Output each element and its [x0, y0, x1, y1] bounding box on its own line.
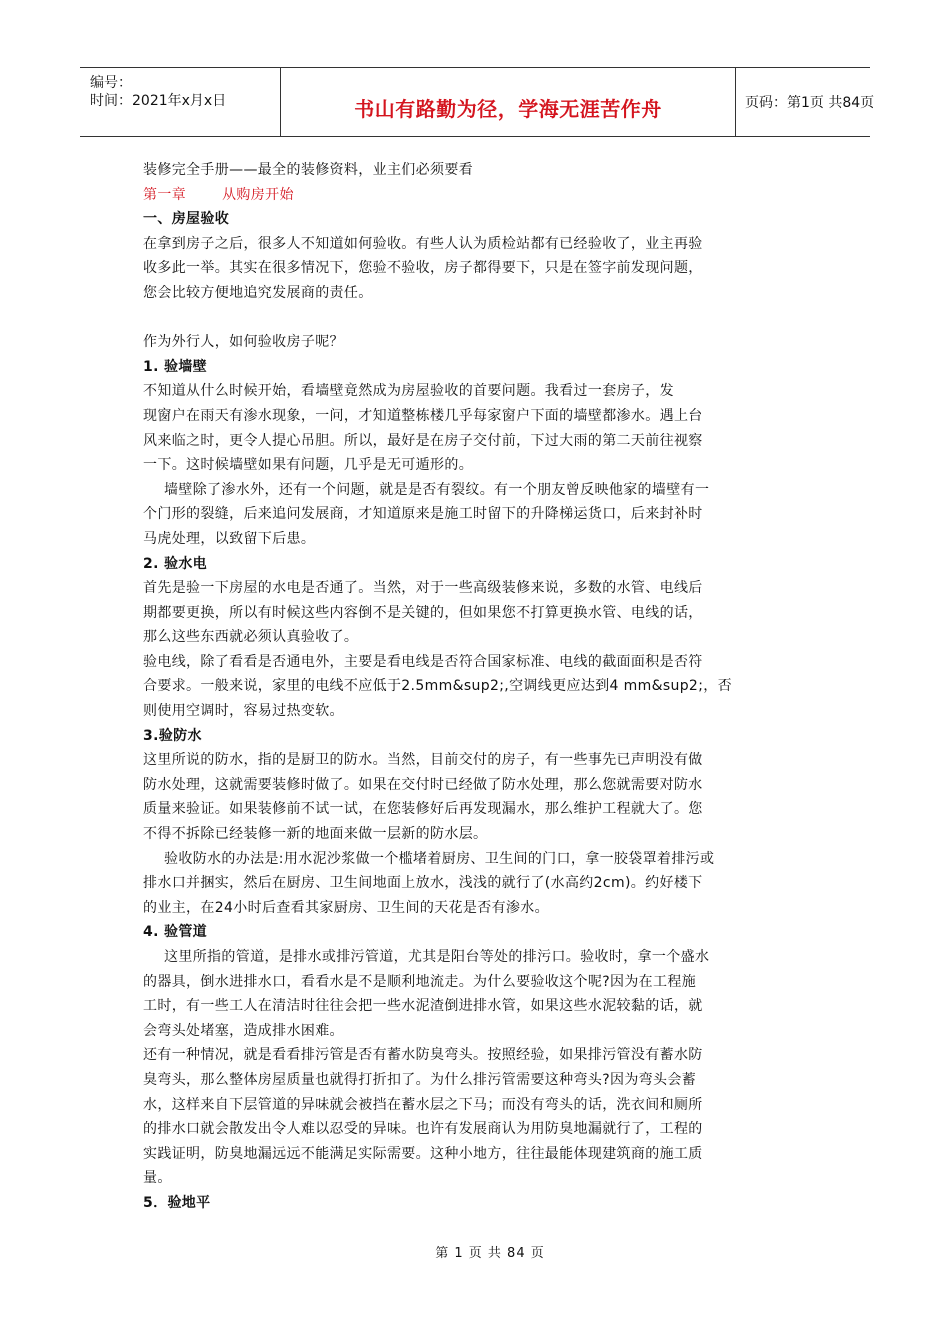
paragraph-line: 量。 [143, 1170, 172, 1187]
motto-text: 书山有路勤为径，学海无涯苦作舟 [354, 97, 662, 121]
paragraph-line: 这里所指的管道，是排水或排污管道，尤其是阳台等处的排污口。验收时，拿一个盛水 [164, 949, 710, 965]
paragraph-line: 您会比较方便地追究发展商的责任。 [143, 284, 373, 301]
paragraph-line: 那么这些东西就必须认真验收了。 [143, 629, 359, 646]
paragraph-line: 的业主，在24小时后查看其家厨房、卫生间的天花是否有渗水。 [143, 899, 549, 916]
paragraph-line: 会弯头处堵塞，造成排水困难。 [143, 1022, 344, 1039]
paragraph-line: 还有一种情况，就是看看排污管是否有蓄水防臭弯头。按照经验，如果排污管没有蓄水防 [143, 1047, 703, 1064]
paragraph-line: 首先是验一下房屋的水电是否通了。当然，对于一些高级装修来说，多数的水管、电线后 [143, 580, 703, 597]
paragraph-line: 合要求。一般来说，家里的电线不应低于2.5mm&sup2;,空调线更应达到4 mm&sup2;，否 [143, 678, 732, 695]
document-date-label: 时间：2021年x月x日 [90, 93, 227, 109]
document-number-label: 编号： [90, 75, 132, 91]
header-table [80, 67, 875, 137]
paragraph-line: 验收防水的办法是:用水泥沙浆做一个槛堵着厨房、卫生间的门口，拿一胶袋罩着排污或 [164, 850, 715, 867]
subsection-heading: 2. 验水电 [143, 555, 208, 572]
paragraph-line: 期都要更换，所以有时候这些内容倒不是关键的，但如果您不打算更换水管、电线的话， [143, 604, 703, 621]
chapter-heading [143, 183, 803, 208]
paragraph-line: 一下。这时候墙壁如果有问题，几乎是无可遁形的。 [143, 457, 474, 474]
paragraph-line: 作为外行人，如何验收房子呢？ [143, 334, 344, 351]
subsection-heading: 5．验地平 [143, 1194, 211, 1211]
paragraph-line: 收多此一举。其实在很多情况下，您验不验收，房子都得要下，只是在签字前发现问题， [143, 260, 703, 277]
blank-line [143, 306, 803, 331]
paragraph-line: 的排水口就会散发出令人难以忍受的异味。也许有发展商认为用防臭地漏就行了，工程的 [143, 1121, 703, 1138]
paragraph-line: 不得不拆除已经装修一新的地面来做一层新的防水层。 [143, 826, 488, 843]
header-page-number: 页码：第1页 共84页 [745, 95, 875, 111]
paragraph-line: 个门形的裂缝，后来追问发展商，才知道原来是施工时留下的升降梯运货口，后来封补时 [143, 506, 703, 523]
header-motto-cell [280, 68, 736, 136]
document-title: 装修完全手册——最全的装修资料，业主们必须要看 [143, 162, 474, 178]
subsection-heading: 4. 验管道 [143, 924, 208, 941]
paragraph-line: 现窗户在雨天有渗水现象，一问，才知道整栋楼几乎每家窗户下面的墙壁都渗水。遇上台 [143, 407, 703, 424]
paragraph-line: 不知道从什么时候开始，看墙壁竟然成为房屋验收的首要问题。我看过一套房子，发 [143, 383, 674, 400]
paragraph-line: 质量来验证。如果装修前不试一试，在您装修好后再发现漏水，那么维护工程就大了。您 [143, 801, 703, 818]
document-body [143, 158, 803, 1216]
paragraph-line: 实践证明，防臭地漏远远不能满足实际需要。这种小地方，往往最能体现建筑商的施工质 [143, 1145, 703, 1162]
paragraph-line: 防水处理，这就需要装修时做了。如果在交付时已经做了防水处理，那么您就需要对防水 [143, 776, 703, 793]
paragraph-line: 则使用空调时，容易过热变软。 [143, 703, 344, 720]
paragraph-line: 臭弯头，那么整体房屋质量也就得打折扣了。为什么排污管需要这种弯头?因为弯头会蓄 [143, 1071, 697, 1088]
chapter-number: 第一章 [143, 186, 187, 203]
paragraph-line: 工时，有一些工人在清洁时往往会把一些水泥渣倒进排水管，如果这些水泥较黏的话，就 [143, 998, 703, 1015]
paragraph-line: 马虎处理，以致留下后患。 [143, 530, 316, 547]
paragraph-line: 风来临之时，更令人提心吊胆。所以，最好是在房子交付前，下过大雨的第二天前往视察 [143, 432, 703, 449]
paragraph-line: 水，这样来自下层管道的异味就会被挡在蓄水层之下马；而没有弯头的话，洗衣间和厕所 [143, 1096, 703, 1113]
chapter-title: 从购房开始 [222, 186, 294, 203]
paragraph-line: 的器具，倒水进排水口，看看水是不是顺利地流走。为什么要验收这个呢?因为在工程施 [143, 973, 697, 990]
paragraph-line: 在拿到房子之后，很多人不知道如何验收。有些人认为质检站都有已经验收了，业主再验 [143, 235, 703, 252]
paragraph-line: 验电线，除了看看是否通电外，主要是看电线是否符合国家标准、电线的截面面积是否符 [143, 653, 703, 670]
subsection-heading: 3.验防水 [143, 727, 202, 744]
paragraph-line: 排水口并捆实，然后在厨房、卫生间地面上放水，浅浅的就行了(水高约2cm)。约好楼下 [143, 875, 703, 892]
section-heading: 一、房屋验收 [143, 211, 230, 228]
subsection-heading: 1. 验墙壁 [143, 358, 208, 375]
page-footer: 第 1 页 共 84 页 [435, 1246, 545, 1261]
header-page-cell [735, 68, 875, 136]
header-info-cell [80, 68, 280, 136]
paragraph-line: 墙壁除了渗水外，还有一个问题，就是是否有裂纹。有一个朋友曾反映他家的墙壁有一 [164, 481, 710, 498]
paragraph-line: 这里所说的防水，指的是厨卫的防水。当然，目前交付的房子，有一些事先已声明没有做 [143, 752, 703, 769]
